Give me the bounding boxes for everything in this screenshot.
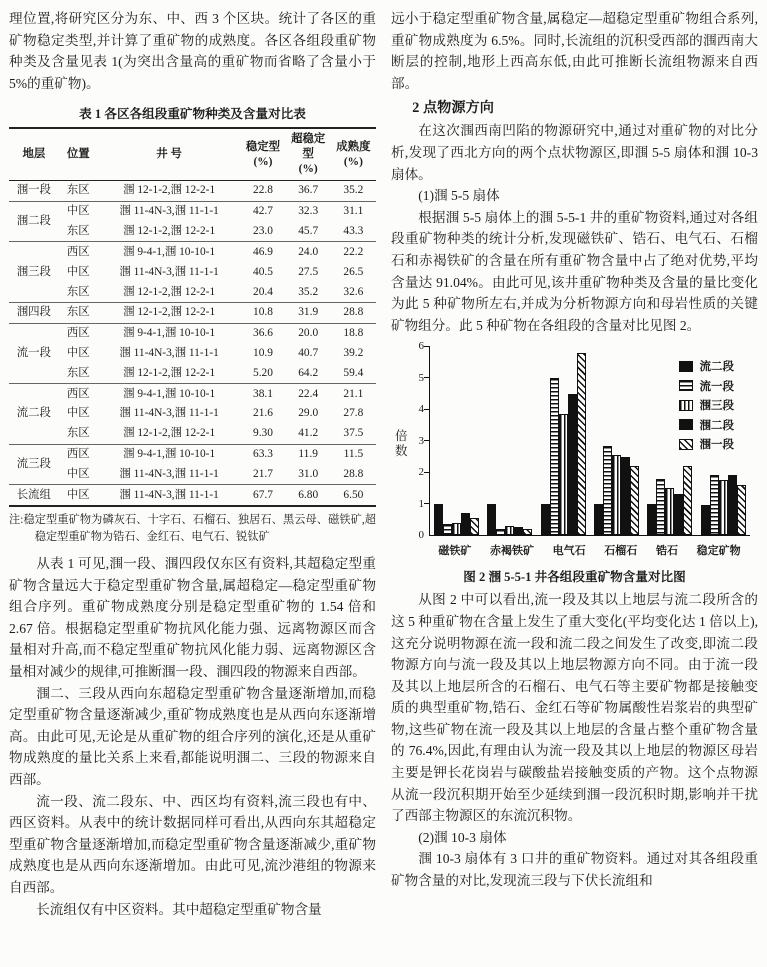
bar-涠一段 [470,518,479,535]
x-tick-label: 稳定矿物 [696,545,741,558]
table-cell: 31.9 [286,302,331,323]
table-cell: 9.30 [253,427,273,440]
table-row [9,180,376,201]
right-column [391,8,758,961]
table-cell: 37.5 [343,427,364,440]
table-cell: 45.7 [298,225,319,238]
y-tick-mark [424,409,429,410]
bar-涠二段 [461,513,470,535]
bar-chart [393,340,758,562]
section-heading: 2 点物源方向 [412,100,494,117]
table-row [9,464,376,484]
table-cell: 32.6 [343,285,364,298]
x-tick-label: 磁铁矿 [438,545,472,558]
paragraph: 在这次涠西南凹陷的物源研究中,通过对重矿物的对比分析,发现了西北方向的两个点状物源区,即涠 5-5 扇体和涠 10-3 扇体。 [391,123,758,182]
legend-swatch-icon [679,419,693,430]
column-unit: (%) [253,155,273,168]
table-cell: 涠 9-4-1,涠 10-10-1 [98,444,241,464]
left-column [9,8,376,961]
table-cell: 6.50 [331,485,376,506]
table-cell: 21.6 [253,407,273,420]
table-row [9,444,376,464]
x-tick-label: 赤褐铁矿 [489,545,534,558]
table-cell: 10.9 [253,346,273,359]
bar-涠三段 [452,523,461,536]
table-header [9,128,376,180]
bar-流二段 [701,505,710,535]
table-cell: 28.8 [343,467,364,480]
table-row [9,222,376,242]
paragraph: 从表 1 可见,涠一段、涠四段仅东区有资料,其超稳定型重矿物含量远大于稳定型重矿物含量,属超稳定—稳定型重矿物组合序列。重矿物成熟度分别是稳定型重矿物的 1.54 倍和 2.67 倍。根据稳定型重矿物抗风化能力强、远离物源区而含量相对升高,而不稳定型重矿物抗风化能力弱、远离物源区含量相对减少的规律,可推断涠一段、涠四段的物源来自西部。 [9,556,376,680]
paragraph: (1)涠 5-5 扇体 [418,188,500,204]
table-cell: 中区 [66,467,90,480]
table-header-row [9,128,376,180]
table-row [9,201,376,221]
minerals-table [9,127,376,507]
bar-涠三段 [559,414,568,535]
table-cell: 涠 11-4N-3,涠 11-1-1 [98,201,241,221]
y-tick-mark [424,503,429,504]
table-cell: 29.0 [298,407,319,420]
table-cell: 涠 9-4-1,涠 10-10-1 [98,384,241,404]
table-cell: 31.1 [331,201,376,221]
bar-涠二段 [568,394,577,536]
table-row [9,242,376,262]
table-cell: 中区 [66,407,90,420]
table-cell: 20.0 [286,323,331,343]
column-header: 稳定型 (%) [240,128,285,180]
legend-item [679,417,735,433]
y-tick-label: 0 [418,529,424,542]
paragraph: 流一段、流二段东、中、西区均有资料,流三段也有中、西区资料。从表中的统计数据同样可看出,从西向东其超稳定型重矿物含量逐渐增加,而稳定型重矿物含量逐渐减少,重矿物成熟度也是从西向东逐渐增加。由此可见,流沙港组的物源来自西部。 [9,793,376,896]
table-cell: 43.3 [343,225,364,238]
table-body [9,180,376,506]
column-unit: (%) [298,163,318,176]
table-cell: 27.5 [298,265,319,278]
column-header: 超稳定型 (%) [286,128,331,180]
table-cell: 40.7 [298,346,319,359]
table-cell: 11.5 [331,444,376,464]
paragraph-intro: 理位置,将研究区分为东、中、西 3 个区块。统计了各区的重矿物稳定类型,并计算了重矿物的成熟度。各区各组段重矿物种类及含量见表 1(为突出含量高的重矿物而省略了含量小于 5%的重矿物)。 [9,11,376,91]
table-cell: 20.4 [253,285,273,298]
table-cell: 涠 12-1-2,涠 12-2-1 [123,285,216,298]
legend-swatch-icon [679,439,693,450]
x-tick-label: 锆石 [655,545,678,558]
column-header: 地层 [22,148,46,161]
legend-label: 涠一段 [699,439,734,452]
table-cell: 6.80 [286,485,331,506]
y-tick-mark [424,472,429,473]
legend-item [679,358,735,374]
bar-涠二段 [514,527,523,535]
table-cell: 40.5 [253,265,273,278]
table-cell: 涠 11-4N-3,涠 11-1-1 [119,346,219,359]
table-cell: 涠 11-4N-3,涠 11-1-1 [98,485,241,506]
y-tick-label: 4 [418,403,424,416]
layer-cell: 涠四段 [9,302,59,323]
table-cell: 41.2 [298,427,319,440]
bar-涠三段 [665,488,674,535]
layer-cell: 流三段 [9,444,59,485]
figure-caption: 图 2 涠 5-5-1 井各组段重矿物含量对比图 [463,570,686,585]
legend-item [679,378,735,394]
bar-流一段 [603,446,612,536]
table-cell: 67.7 [240,485,285,506]
y-tick-label: 3 [418,434,424,447]
table-cell: 11.9 [286,444,331,464]
layer-cell: 流二段 [9,384,59,444]
bar-涠三段 [612,455,621,535]
table-cell: 涠 12-1-2,涠 12-2-1 [123,184,216,197]
column-header: 成熟度 (%) [331,128,376,180]
table-cell: 涠 11-4N-3,涠 11-1-1 [119,467,219,480]
paragraph: 涠二、三段从西向东超稳定型重矿物含量逐渐增加,而稳定型重矿物含量逐渐减少,重矿物成熟度也是从西向东逐渐增高。由此可见,无论是从重矿物的组合序列的演化,还是从重矿物成熟度的量比关系上来看,都能说明涠二、三段的物源来自西部。 [9,685,376,788]
paragraph: 涠 10-3 扇体有 3 口井的重矿物资料。通过对其各组段重矿物含量的对比,发现流三段与下伏长流组和 [391,851,758,889]
table-cell: 39.2 [343,346,364,359]
table-cell: 西区 [59,242,98,262]
table-cell: 36.7 [298,184,319,197]
table-cell: 东区 [66,427,90,440]
legend-label: 流二段 [699,361,734,374]
table-row [9,262,376,282]
table-row [9,384,376,404]
bar-涠三段 [719,480,728,535]
table-cell: 西区 [59,323,98,343]
table-cell: 涠 12-1-2,涠 12-2-1 [123,427,216,440]
figure-2 [391,340,758,585]
table-note: 注:稳定型重矿物为磷灰石、十字石、石榴石、独居石、黑云母、磁铁矿,超稳定型重矿物为锆石、金红石、电气石、锐钛矿 [9,514,376,543]
y-tick-label: 6 [418,340,424,353]
table-cell: 中区 [66,346,90,359]
table-cell: 42.7 [240,201,285,221]
paragraph: 从图 2 中可以看出,流一段及其以上地层与流二段所含的这 5 种重矿物在含量上发生了重大变化(平均变化达 1 倍以上),这充分说明物源在流一段和流二段之间发生了改变,即流二段物源方向与流一段及其以上地层物源方向不同。由于流一段及其以上地层所含的石榴石、电气石等主要矿物都是接触变质的典型重矿物,锆石、金红石等矿物属酸性岩浆岩的典型矿物,这些矿物在流一段及其以上地层的含量占整个重矿物含量的 76.4%,因此,有理由认为流一段及其以上地层的物源区母岩主要是钾长花岗岩与碳酸盐岩接触变质的产物。这个点物源从流一段沉积期开始至少延续到涠一段沉积时期,影响并干扰了西部主物源区的东流沉积物。 [391,592,758,824]
y-tick-mark [424,377,429,378]
bar-涠三段 [505,526,514,535]
legend-label: 涠三段 [699,400,734,413]
legend-item [679,397,735,413]
x-axis-labels [429,542,750,558]
table-cell: 东区 [66,184,90,197]
paragraph: 长流组仅有中区资料。其中超稳定型重矿物含量 [36,901,322,917]
x-tick-label: 电气石 [552,545,586,558]
table-cell: 27.8 [343,407,364,420]
table-cell: 31.0 [298,467,319,480]
bar-group-电气石 [541,346,586,535]
table-cell: 24.0 [286,242,331,262]
bar-涠一段 [683,466,692,535]
legend-swatch-icon [679,361,693,372]
bar-流二段 [487,504,496,536]
table-cell: 西区 [59,444,98,464]
bar-group-赤褐铁矿 [487,346,532,535]
table-cell: 涠 9-4-1,涠 10-10-1 [98,323,241,343]
layer-cell: 涠一段 [16,184,51,197]
table-row [9,363,376,383]
y-tick-mark [424,440,429,441]
table-cell: 涠 12-1-2,涠 12-2-1 [123,225,216,238]
table-cell: 35.2 [298,285,319,298]
table-cell: 涠 12-1-2,涠 12-2-1 [123,366,216,379]
table-cell: 59.4 [343,366,364,379]
table-cell: 64.2 [298,366,319,379]
bar-涠一段 [577,353,586,536]
bar-流一段 [656,479,665,536]
y-tick-label: 1 [418,497,424,510]
table-cell: 西区 [59,384,98,404]
table-row [9,302,376,323]
table-cell: 36.6 [240,323,285,343]
y-tick-mark [424,346,429,347]
bar-涠二段 [728,475,737,535]
chart-legend [679,358,735,452]
table-cell: 东区 [66,225,90,238]
chart-plot [418,340,750,542]
table-row [9,424,376,444]
table-row [9,485,376,506]
bar-涠二段 [621,457,630,536]
legend-label: 涠二段 [699,419,734,432]
y-tick-label: 2 [418,466,424,479]
table-cell: 22.2 [331,242,376,262]
table-cell: 63.3 [240,444,285,464]
table-cell: 中区 [66,265,90,278]
column-unit: (%) [343,155,363,168]
layer-cell: 涠二段 [9,201,59,242]
table-cell: 涠 11-4N-3,涠 11-1-1 [119,265,219,278]
layer-cell: 长流组 [9,485,59,506]
table-cell: 23.0 [253,225,273,238]
column-header: 井 号 [156,148,182,161]
table-row [9,343,376,363]
table-cell: 18.8 [331,323,376,343]
bar-涠二段 [674,494,683,535]
y-tick-label: 5 [418,371,424,384]
paragraph: 远小于稳定型重矿物含量,属稳定—超稳定型重矿物组合系列,重矿物成熟度为 6.5%。同时,长流组的沉积受西部的涠西南大断层的控制,地形上西高东低,由此可推断长流组物源来自西部。 [391,11,758,91]
table-cell: 中区 [59,201,98,221]
legend-label: 流一段 [699,380,734,393]
table-cell: 东区 [66,366,90,379]
table-cell: 5.20 [253,366,273,379]
bar-group-石榴石 [594,346,639,535]
table-cell: 东区 [59,302,98,323]
bar-流二段 [647,504,656,536]
table-cell: 21.1 [331,384,376,404]
table-cell: 10.8 [240,302,285,323]
bar-group-磁铁矿 [434,346,479,535]
table-cell: 东区 [66,285,90,298]
table-cell: 26.5 [343,265,364,278]
table-cell: 涠 11-4N-3,涠 11-1-1 [119,407,219,420]
column-header: 位置 [66,148,90,161]
table-cell: 46.9 [240,242,285,262]
bar-流一段 [443,524,452,535]
bar-流二段 [594,504,603,536]
table-cell: 28.8 [331,302,376,323]
table-cell: 22.8 [253,184,273,197]
legend-swatch-icon [679,380,693,391]
table-row [9,404,376,424]
bar-涠一段 [630,466,639,535]
bar-流一段 [550,378,559,536]
bar-涠一段 [523,529,532,535]
bar-涠一段 [737,485,746,535]
table-cell: 38.1 [240,384,285,404]
table-cell: 涠 12-1-2,涠 12-2-1 [98,302,241,323]
y-axis-label: 倍数 [395,429,408,459]
bar-流二段 [541,504,550,536]
bar-流一段 [710,475,719,535]
layer-cell: 涠三段 [9,242,59,302]
table-cell: 22.4 [286,384,331,404]
table-row [9,323,376,343]
table-cell: 涠 9-4-1,涠 10-10-1 [98,242,241,262]
table-row [9,282,376,302]
legend-swatch-icon [679,400,693,411]
paragraph: 根据涠 5-5 扇体上的涠 5-5-1 井的重矿物资料,通过对各组段重矿物种类的统计分析,发现磁铁矿、锆石、电气石、石榴石和赤褐铁矿的含量在所有重矿物含量中占了绝对优势,平均含量达 91.04%。由此可见,该井重矿物种类及含量的量比变化为此 5 种矿物所左右,并成为分析物源方向和母岩性质的关键矿物组分。此 5 种矿物在各组段的含量对比见图 2。 [391,209,758,333]
table-cell: 35.2 [343,184,364,197]
bar-流二段 [434,504,443,536]
layer-cell: 流一段 [9,323,59,383]
table-title: 表 1 各区各组段重矿物种类及含量对比表 [79,107,306,122]
bar-流一段 [496,529,505,535]
x-tick-label: 石榴石 [604,545,638,558]
table-cell: 21.7 [253,467,273,480]
table-cell: 中区 [59,485,98,506]
legend-item [679,436,735,452]
paragraph: (2)涠 10-3 扇体 [418,829,507,845]
table-cell: 32.3 [286,201,331,221]
